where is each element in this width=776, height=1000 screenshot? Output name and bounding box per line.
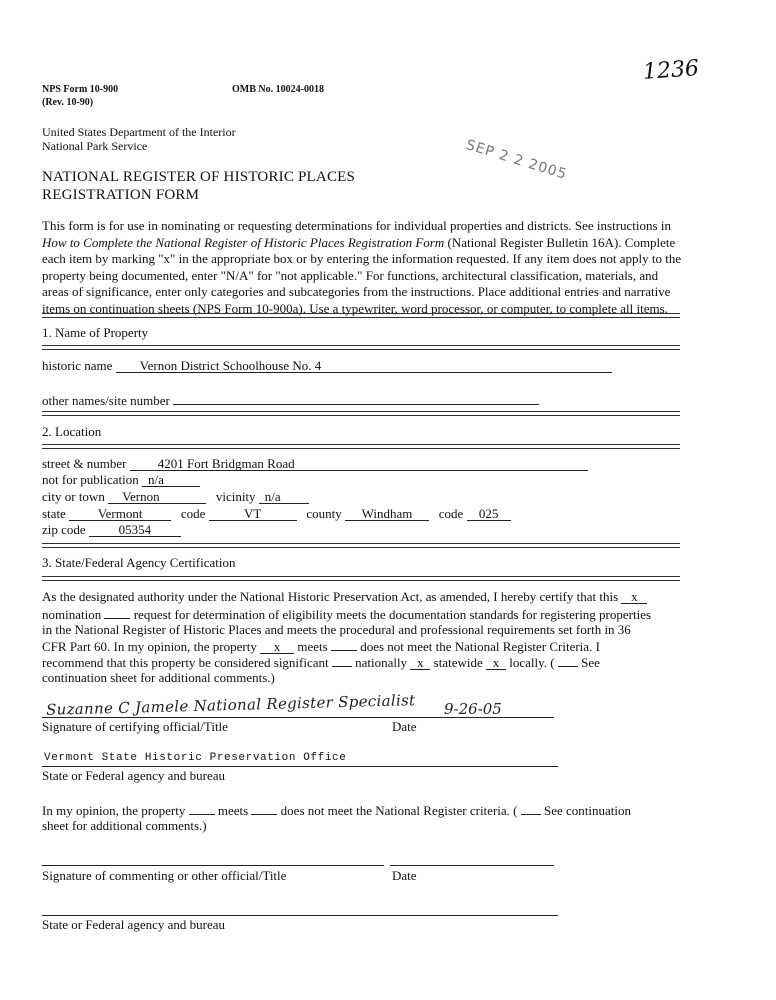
nfp-label: not for publication — [42, 472, 139, 487]
opinion-text-c: does not meet the National Register criteria. ( — [280, 803, 518, 818]
cert-text-4a: CFR Part 60. In my opinion, the property — [42, 639, 257, 654]
section2-heading: 2. Location — [42, 424, 102, 439]
certification-line3: in the National Register of Historic Places and meets the procedural and professional requirements set forth in 36 — [42, 622, 631, 637]
commenting-signature-label: Signature of commenting or other official/Title — [42, 868, 287, 883]
form-number: NPS Form 10-900 — [42, 84, 119, 95]
section-divider — [42, 444, 680, 449]
state-row — [42, 506, 511, 522]
cert-text-4c: does not meet the National Register Criteria. I — [360, 639, 600, 654]
section-divider — [42, 411, 680, 416]
city-label: city or town — [42, 489, 105, 504]
section3-heading: 3. State/Federal Agency Certification — [42, 555, 236, 570]
instructions-text-1: This form is for use in nominating or requesting determinations for individual properties and districts. See instructions in — [42, 218, 671, 233]
zip-label: zip code — [42, 522, 86, 537]
agency-line — [42, 766, 558, 767]
nationally-checkbox[interactable] — [332, 654, 352, 667]
request-determination-checkbox[interactable] — [104, 606, 130, 619]
section-divider — [42, 345, 680, 350]
locally-checkbox[interactable]: x — [486, 656, 506, 670]
other-names-field[interactable] — [173, 391, 539, 405]
form-title-line1: NATIONAL REGISTER OF HISTORIC PLACES — [42, 169, 356, 185]
historic-name-field[interactable]: Vernon District Schoolhouse No. 4 — [116, 359, 612, 373]
historic-name-row — [42, 358, 612, 374]
cert-text-5b: nationally — [355, 655, 408, 670]
opinion-line2: sheet for additional comments.) — [42, 818, 207, 833]
street-label: street & number — [42, 456, 127, 471]
signature-date-label: Date — [392, 719, 417, 734]
signature-line — [42, 717, 554, 718]
signature-label: Signature of certifying official/Title — [42, 719, 228, 734]
received-date-stamp: SEP 2 2 2005 — [463, 137, 570, 183]
continuation-checkbox[interactable] — [558, 654, 578, 667]
cert-text-1: As the designated authority under the National Historic Preservation Act, as amended, I hereby certify that this — [42, 589, 619, 604]
cert-text-2a: nomination — [42, 607, 102, 622]
opinion-text-a: In my opinion, the property — [42, 803, 186, 818]
instructions-text-2: (National Register Bulletin 16A). Complete each item by marking "x" in the appropriate box or by entering the information requested. If any item does not apply to the property being documented, enter "N/A" for "not applicable." For functions, architectural classification, materials, and areas of significance, enter only categories and subcategories from the instructions. Place additional entries and narrative items on continuation sheets (NPS Form 10-900a). Use a typewriter, word processor, or computer, to complete all items. — [42, 234, 682, 316]
cert-text-4b: meets — [297, 639, 328, 654]
zip-field[interactable]: 05354 — [89, 523, 181, 537]
handwritten-date: 9-26-05 — [444, 700, 502, 718]
historic-name-label: historic name — [42, 358, 113, 373]
statewide-checkbox[interactable]: x — [410, 656, 430, 670]
opinion-text-d: See continuation — [543, 803, 631, 818]
cert-text-5d: locally. ( — [509, 655, 555, 670]
instructions-paragraph — [42, 218, 687, 317]
vicinity-label: vicinity — [215, 489, 256, 504]
street-row — [42, 456, 588, 472]
commenting-date-label: Date — [392, 868, 417, 883]
nfp-field[interactable]: n/a — [142, 473, 200, 487]
vicinity-field[interactable]: n/a — [259, 490, 309, 504]
agency-typed-name: Vermont State Historic Preservation Office — [44, 752, 347, 764]
commenting-signature-line — [42, 865, 384, 866]
state-field[interactable]: Vermont — [69, 507, 171, 521]
handwritten-reference-number: 1236 — [642, 56, 700, 85]
county-label: county — [306, 506, 342, 521]
opinion-line1 — [42, 802, 631, 819]
cert-text-2b: request for determination of eligibility meets the documentation standards for registering properties — [133, 607, 652, 622]
certification-line4 — [42, 638, 600, 655]
county-code-label: code — [438, 506, 464, 521]
commenting-date-line — [390, 865, 554, 866]
section-divider — [42, 543, 680, 548]
service-name: National Park Service — [42, 139, 148, 153]
cert-text-5a: recommend that this property be considered significant — [42, 655, 329, 670]
handwritten-signature: Suzanne C Jamele National Register Specialist — [45, 691, 416, 719]
does-not-meet-checkbox[interactable] — [331, 638, 357, 651]
nomination-checkbox[interactable]: x — [621, 590, 647, 604]
instructions-italic-how: How — [42, 234, 67, 250]
certification-line6: continuation sheet for additional comments.) — [42, 670, 275, 685]
meets-checkbox[interactable]: x — [260, 640, 294, 654]
city-row — [42, 489, 309, 505]
street-field[interactable]: 4201 Fort Bridgman Road — [130, 457, 588, 471]
certification-line1 — [42, 589, 647, 605]
opinion-meets-checkbox[interactable] — [189, 802, 215, 815]
certification-line5 — [42, 654, 600, 671]
section1-heading: 1. Name of Property — [42, 325, 149, 340]
agency2-line — [42, 915, 558, 916]
agency-label: State or Federal agency and bureau — [42, 768, 226, 783]
opinion-does-not-meet-checkbox[interactable] — [251, 802, 277, 815]
zip-row — [42, 522, 181, 538]
cert-text-5c: statewide — [433, 655, 483, 670]
other-names-row — [42, 391, 539, 409]
instructions-italic-title: to Complete the National Register of Historic Places Registration Form — [69, 234, 445, 250]
department-name: United States Department of the Interior — [42, 125, 236, 139]
omb-number: OMB No. 10024-0018 — [232, 84, 324, 95]
certification-line2 — [42, 606, 651, 623]
form-title-line2: REGISTRATION FORM — [42, 187, 200, 203]
agency2-label: State or Federal agency and bureau — [42, 917, 226, 932]
section-divider — [42, 313, 680, 318]
section-divider — [42, 576, 680, 581]
state-code-field[interactable]: VT — [209, 507, 297, 521]
county-code-field[interactable]: 025 — [467, 507, 511, 521]
state-label: state — [42, 506, 66, 521]
cert-text-5e: See — [581, 655, 600, 670]
state-code-label: code — [180, 506, 206, 521]
city-field[interactable]: Vernon — [108, 490, 206, 504]
other-names-label: other names/site number — [42, 393, 170, 408]
opinion-text-b: meets — [217, 803, 249, 818]
county-field[interactable]: Windham — [345, 507, 429, 521]
form-revision: (Rev. 10-90) — [42, 97, 94, 108]
opinion-continuation-checkbox[interactable] — [521, 802, 541, 815]
not-for-publication-row — [42, 472, 200, 488]
